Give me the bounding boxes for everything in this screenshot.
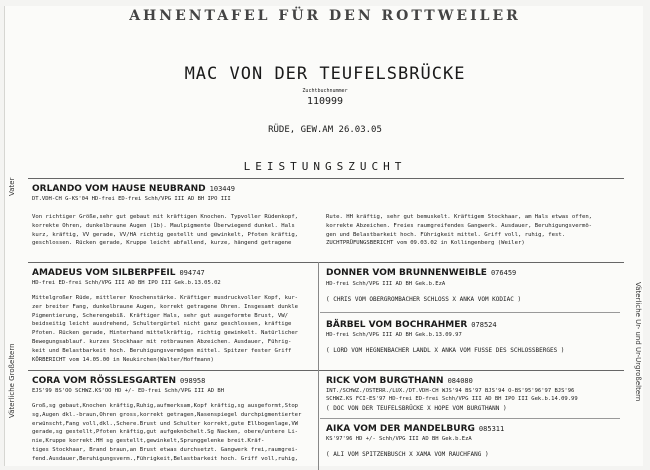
grandmother-text-line: sg,Augen dkl.-braun,Ohren gross,korrekt getragen,Nasenspiegel durchpigmentierter: [32, 411, 302, 418]
sex-birthdate: RÜDE, GEW.AM 26.03.05: [268, 125, 382, 135]
zuchtbuch-number: 110999: [306, 96, 344, 107]
father-name: [32, 184, 235, 194]
rule-father: [28, 262, 624, 263]
father-text-line: korrekte Abzeichen. Freies raumgreifendes Gangwerk. Ausdauer, Beruhigungsvermö-: [326, 222, 593, 229]
grandfather-text-line: Pfoten. Rücken gerade, Hinterhand mittelkräftig, richtig gewinkelt. Natürlicher: [32, 330, 299, 337]
side-label-ancestors: Väterliche Ur- und Ur-Urgroßeltern: [634, 282, 642, 402]
ancestor-2-name: [326, 320, 497, 330]
ancestor-4-zb: 085311: [478, 425, 505, 433]
grandfather-titles: HD-frei ED-frei Schh/VPG III AD BH IPO III Gek.b.13.05.02: [32, 280, 221, 286]
rule-top: [28, 178, 624, 179]
grandfather-name-text: AMADEUS VOM SILBERPFEIL: [32, 268, 176, 278]
ancestor-3-titles-2: SCHWZ.KS FCI-ES'97 HD-frei ED-frei Schh/VPG III AD BH IPO III Gek.b.14.09.99: [326, 396, 578, 402]
rule-ancestor-3: [320, 418, 620, 419]
ancestor-4-name-text: AIKA VOM DER MANDELBURG: [326, 424, 475, 434]
grandmother-text-line: tiges Stockhaar, Brand braun,an Brust etwas durchsetzt. Gangwerk frei,raumgrei-: [32, 446, 299, 453]
ancestor-3-parents: ( DOC VON DER TEUFELSBRÜCKE X HOPE VOM BURGTHANN ): [326, 405, 507, 412]
father-text-line: Rute. HH kräftig, sehr gut bemuskelt. Kräftigem Stockhaar, am Hals etwas offen,: [326, 214, 593, 220]
side-label-grandparents: Väterliche Großeltern: [8, 343, 16, 418]
grandfather-text-line: zer breiter Fang, dunkelbraune Augen, korrekt getragene Ohren. Insgesamt dunkle: [32, 303, 299, 310]
father-text-right: [326, 213, 624, 248]
father-zb: 103449: [209, 185, 235, 193]
grandmother-text-line: erwünscht,Fang voll,dkl.,Schere.Brust und Schulter korrekt,gute Ellbogenlage,VW: [32, 420, 299, 427]
ancestor-3-name-text: RICK VOM BURGTHANN: [326, 376, 444, 386]
ancestor-2-zb: 078524: [471, 321, 497, 329]
column-divider: [318, 262, 319, 470]
grandfather-text-line: Mittelgroßer Rüde, mittlerer Knochenstärke. Kräftiger musdruckvoller Kopf, kur-: [32, 295, 299, 301]
grandmother-text-line: nie,Kruppe korrekt.HH sg gestellt,gewinkelt,Sprunggelenke breit.Kräf-: [32, 438, 265, 445]
dog-name: MAC VON DER TEUFELSBRÜCKE: [184, 64, 466, 84]
grandmother-name-text: CORA VOM RÖSSLESGARTEN: [32, 376, 177, 386]
grandfather-text-line: Pigmentierung, Scherengebiß. Kräftiger Hals, sehr gut ausgeformte Brust, VW/: [32, 312, 288, 319]
father-text-line: kurz, kräftig, VV gerade, VV/HA richtig gestellt und gewinkelt, Pfoten kräftig,: [32, 231, 299, 238]
grandfather-text: [32, 294, 316, 364]
grandfather-text-line: Bewegungsablauf. kurzes Stockhaar mit rotbraunen Abzeichen. Ausdauer, Führig-: [32, 338, 292, 345]
grandmother-titles: EJS'99 BS'OO SCHWZ.KS'OO HD +/- ED-frei Schh/VPG III AD BH: [32, 388, 225, 394]
father-text-left: [32, 213, 320, 248]
ancestor-4-name: [326, 424, 504, 434]
ancestor-3-zb: 084080: [447, 377, 473, 385]
grandmother-text-line: fend.Ausdauer,Beruhigungsverm.,Führigkeit,Belastbarkeit hoch. Griff voll,ruhig,: [32, 455, 299, 462]
father-text-line: gen und Belastbarkeit hoch. Führigkeit mittel. Griff voll, ruhig, fest.: [326, 231, 566, 238]
section-title: LEISTUNGSZUCHT: [243, 160, 407, 173]
grandfather-text-line: keit und Belastbarkeit hoch. Beruhigungsvermögen mittel. Spitzer fester Griff: [32, 347, 292, 354]
rule-grandparents: [28, 370, 624, 371]
ancestor-1-name: [326, 268, 516, 278]
side-label-vater: Vater: [8, 177, 16, 196]
ancestor-4-titles: KS'97'96 HD +/- Schh/VPG III AD BH Gek.b.EzA: [326, 436, 472, 442]
father-titles: DT.VDH-CH G-KS'04 HD-frei ED-frei Schh/VPG III AD BH IPO III: [32, 196, 231, 202]
father-text-line: ZUCHTPRÜFUNGSBERICHT vom 09.03.02 in Kollingenberg (Weiler): [326, 240, 525, 247]
ancestor-3-name: [326, 376, 473, 386]
ancestor-1-name-text: DONNER VOM BRUNNENWEIBLE: [326, 268, 487, 278]
grandfather-zb: 094747: [179, 269, 205, 277]
grandmother-text-line: Groß,sg gebaut,Knochen kräftig,Ruhig,aufmerksam,Kopf kräftig,sg ausgeformt,Stop: [32, 403, 299, 409]
ancestor-1-zb: 076459: [490, 269, 517, 277]
grandmother-text: [32, 402, 316, 468]
grandmother-name: [32, 376, 205, 386]
father-text-line: Von richtiger Größe,sehr gut gebaut mit kräftigen Knochen. Typvoller Rüdenkopf,: [32, 214, 299, 220]
grandmother-zb: 098958: [180, 377, 206, 385]
document-title: AHNENTAFEL FÜR DEN ROTTWEILER: [129, 8, 521, 24]
grandmother-text-line: gerade,sg gestellt,Pfoten kräftig,gut aufgeknöchelt.Sg Nacken, obere/untere Li-: [32, 429, 299, 436]
ancestor-2-titles: HD-frei Schh/VPG III AD BH Gek.b.13.09.97: [326, 332, 462, 338]
ancestor-2-name-text: BÄRBEL VOM BOCHRAHMER: [326, 320, 468, 330]
grandfather-text-line: beidseitig leicht ausdrehend, Schultergürtel nicht ganz geschlossen, kräftige: [32, 321, 292, 328]
grandfather-text-line: KÖRBERICHT vom 14.05.00 in Neukirchen(Walter/Hoffmann): [32, 356, 214, 363]
ancestor-1-parents: ( CHRIS VOM OBERGROMBACHER SCHLOSS X ANKA VOM KODIAC ): [326, 296, 522, 303]
rule-ancestor-1: [320, 312, 620, 313]
ancestor-1-titles: HD-frei Schh/VPG III AD BH Gek.b.EzA: [326, 281, 446, 287]
father-text-line: korrekte Ohren, dunkelbraune Augen (1b). Maulpigmente Überwiegend dunkel. Hals: [32, 222, 295, 229]
ancestor-4-parents: ( ALI VOM SPITZENBUSCH X XAMA VOM RAUCHFANG ): [326, 451, 489, 458]
ancestor-3-titles: INT./SCHWZ./ÖSTERR./LUX./DT.VDH-CH WJS'94 BS'97 BJS'94 Ö-BS'95'96'97 BJS'96: [326, 388, 575, 394]
ancestor-2-parents: ( LORD VOM HEGNENBACHER LANDL X ANKA VOM FUSSE DES SCHLOSSBERGES ): [326, 347, 565, 354]
father-text-line: geschlossen. Rücken gerade, Kruppe leicht abfallend, kurze, hängend getragene: [32, 240, 292, 247]
zuchtbuch-label: Zuchtbuchnummer: [302, 88, 348, 94]
grandfather-name: [32, 268, 205, 278]
father-name-text: ORLANDO VOM HAUSE NEUBRAND: [32, 184, 206, 194]
